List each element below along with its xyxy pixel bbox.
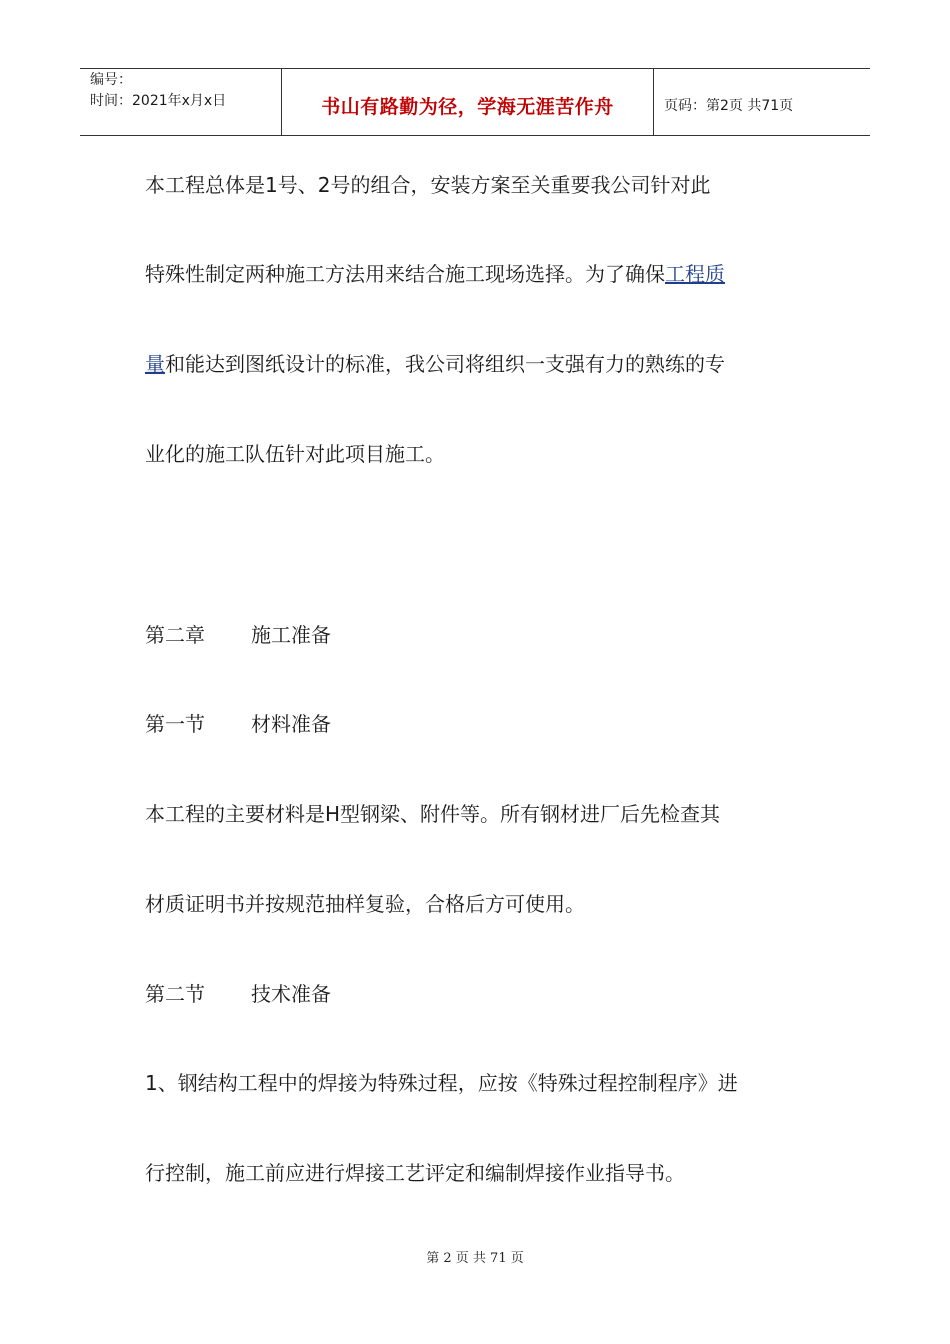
engineering-quality-link[interactable]: 工程质 bbox=[665, 262, 725, 286]
engineering-quality-link-cont[interactable]: 量 bbox=[145, 352, 165, 376]
paragraph-3-line-2: 行控制，施工前应进行焊接工艺评定和编制焊接作业指导书。 bbox=[145, 1161, 685, 1185]
section-2-title: 技术准备 bbox=[251, 982, 331, 1006]
section-1-title: 材料准备 bbox=[251, 712, 331, 736]
header-page-info: 页码：第2页 共71页 bbox=[664, 98, 794, 114]
section-2-number: 第二节 bbox=[145, 982, 205, 1006]
paragraph-3-line-1: 1、钢结构工程中的焊接为特殊过程，应按《特殊过程控制程序》进 bbox=[145, 1071, 738, 1095]
paragraph-1-line-3 bbox=[145, 352, 825, 376]
paragraph-1-line-4: 业化的施工队伍针对此项目施工。 bbox=[145, 442, 445, 466]
header-page-cell bbox=[654, 69, 870, 135]
document-number-label: 编号： bbox=[90, 72, 132, 88]
paragraph-2-line-2: 材质证明书并按规范抽样复验，合格后方可使用。 bbox=[145, 892, 585, 916]
chapter-2-heading bbox=[145, 623, 825, 647]
section-2-heading bbox=[145, 982, 825, 1006]
paragraph-1-line-2 bbox=[145, 262, 825, 286]
chapter-2-title: 施工准备 bbox=[251, 623, 331, 647]
document-date-label: 时间：2021年x月x日 bbox=[90, 93, 227, 109]
section-1-number: 第一节 bbox=[145, 712, 205, 736]
header-motto: 书山有路勤为径，学海无涯苦作舟 bbox=[321, 95, 614, 118]
paragraph-1-line-3-text: 和能达到图纸设计的标准，我公司将组织一支强有力的熟练的专 bbox=[165, 352, 725, 376]
paragraph-2-line-1: 本工程的主要材料是H型钢梁、附件等。所有钢材进厂后先检查其 bbox=[145, 802, 721, 826]
header-meta-cell bbox=[80, 69, 282, 135]
page-footer: 第 2 页 共 71 页 bbox=[426, 1251, 524, 1266]
chapter-2-number: 第二章 bbox=[145, 623, 205, 647]
header-motto-cell bbox=[282, 69, 654, 135]
paragraph-1-line-1: 本工程总体是1号、2号的组合，安装方案至关重要我公司针对此 bbox=[145, 173, 711, 197]
document-header bbox=[80, 68, 870, 136]
section-1-heading bbox=[145, 712, 825, 736]
paragraph-1-line-2-text: 特殊性制定两种施工方法用来结合施工现场选择。为了确保 bbox=[145, 262, 665, 286]
